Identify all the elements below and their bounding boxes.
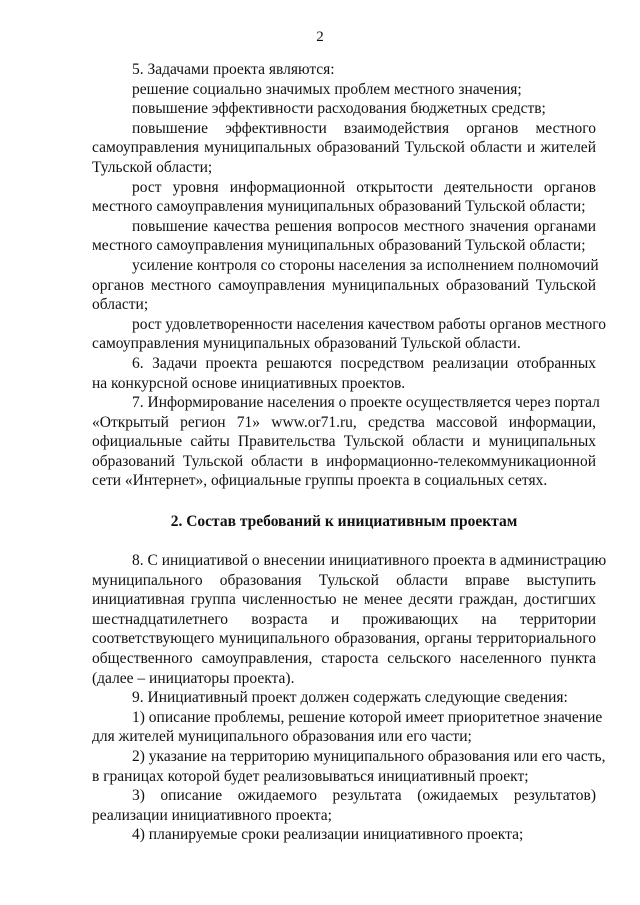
text-line: 6. Задачи проекта решаются посредством реализации отобранных <box>132 354 596 372</box>
text-line: усиление контроля со стороны населения за исполнением полномочий <box>132 256 599 274</box>
section-2-text <box>92 551 607 845</box>
text-line: официальные сайты Правительства Тульской области и муниципальных <box>92 433 596 451</box>
text-line: 5. Задачами проекта являются: <box>132 61 335 78</box>
text-line: самоуправления муниципальных образований Тульской области. <box>92 335 521 353</box>
text-line: 8. С инициативой о внесении инициативного проекта в администрацию <box>132 552 607 570</box>
text-line: решение социально значимых проблем местного значения; <box>132 80 522 98</box>
document-body <box>92 60 607 845</box>
text-line: 9. Инициативный проект должен содержать следующие сведения: <box>132 689 568 707</box>
text-line: 1) описание проблемы, решение которой имеет приоритетное значение <box>132 708 603 726</box>
text-line: рост уровня информационной открытости деятельности органов <box>132 178 596 196</box>
text-line: 7. Информирование населения о проекте осуществляется через портал <box>132 394 600 412</box>
text-line: инициативная группа численностью не менее десяти граждан, достигших <box>92 591 596 609</box>
text-line: на конкурсной основе инициативных проектов. <box>92 374 406 392</box>
text-line: соответствующего муниципального образования, органы территориального <box>92 630 596 648</box>
page-number: 2 <box>316 29 324 45</box>
text-line: 3) описание ожидаемого результата (ожидаемых результатов) <box>132 787 596 805</box>
text-line: для жителей муниципального образования или его части; <box>92 728 472 746</box>
text-line: в границах которой будет реализовываться инициативный проект; <box>92 767 529 785</box>
text-line: 2) указание на территорию муниципального образования или его часть, <box>132 748 606 765</box>
text-line: области; <box>92 296 149 314</box>
text-line: реализации инициативного проекта; <box>92 806 332 824</box>
text-line: органов местного самоуправления муниципальных образований Тульской <box>92 276 596 294</box>
text-line: сети «Интернет», официальные группы проекта в социальных сетях. <box>92 472 548 490</box>
text-line: местного самоуправления муниципальных образований Тульской области; <box>92 237 586 255</box>
text-line: повышение эффективности взаимодействия органов местного <box>132 119 596 137</box>
text-line: муниципального образования Тульской области вправе выступить <box>92 571 596 589</box>
text-line: повышение качества решения вопросов местного значения органами <box>132 217 596 235</box>
text-line: «Открытый регион 71» www.or71.ru, средства массовой информации, <box>92 413 596 431</box>
text-line: общественного самоуправления, староста сельского населенного пункта <box>92 650 596 668</box>
text-line: повышение эффективности расходования бюджетных средств; <box>132 100 546 118</box>
text-line: 4) планируемые сроки реализации инициативного проекта; <box>132 826 524 844</box>
section-2-heading: 2. Состав требований к инициативным проектам <box>170 513 518 531</box>
text-line: шестнадцатилетнего возраста и проживающих на территории <box>92 610 596 628</box>
section-1-text <box>92 60 607 491</box>
text-line: самоуправления муниципальных образований Тульской области и жителей <box>92 139 596 157</box>
text-line: (далее – инициаторы проекта). <box>92 669 295 687</box>
text-line: рост удовлетворенности населения качеством работы органов местного <box>132 315 607 333</box>
text-line: образований Тульской области в информационно-телекоммуникационной <box>92 452 596 470</box>
text-line: Тульской области; <box>92 158 213 176</box>
text-line: местного самоуправления муниципальных образований Тульской области; <box>92 198 586 216</box>
